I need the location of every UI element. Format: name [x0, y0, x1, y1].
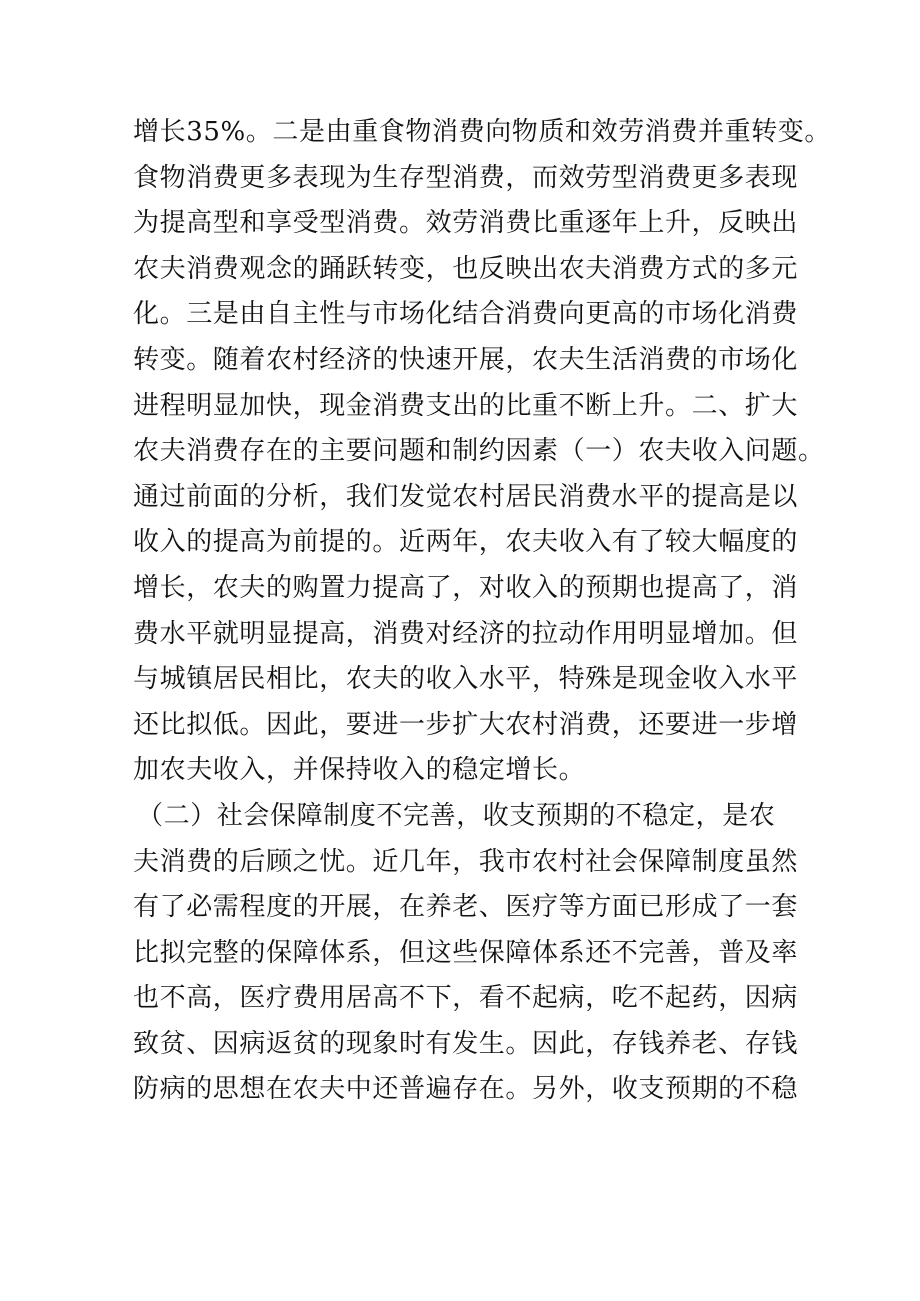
text-line: 农夫消费存在的主要问题和制约因素（一）农夫收入问题。: [133, 436, 825, 467]
text-line: 加农夫收入，并保持收入的稳定增长。: [133, 755, 586, 786]
text-line: 有了必需程度的开展，在养老、医疗等方面已形成了一套: [133, 892, 799, 923]
body-text: [133, 110, 831, 1113]
text-line: 防病的思想在农夫中还普遍存在。另外，收支预期的不稳: [133, 1074, 799, 1105]
text-line: 夫消费的后顾之忧。近几年，我市农村社会保障制度虽然: [133, 846, 799, 877]
text-line: 比拟完整的保障体系，但这些保障体系还不完善，普及率: [133, 937, 799, 968]
text-line: 还比拟低。因此，要进一步扩大农村消费，还要进一步增: [133, 709, 799, 740]
text-line: 也不高，医疗费用居高不下，看不起病，吃不起药，因病: [133, 983, 799, 1014]
text-line: 致贫、因病返贫的现象时有发生。因此，存钱养老、存钱: [133, 1028, 799, 1059]
text-line: 食物消费更多表现为生存型消费，而效劳型消费更多表现: [133, 162, 799, 193]
text-line: 通过前面的分析，我们发觉农村居民消费水平的提高是以: [133, 481, 799, 512]
paragraph-start-line: （二）社会保障制度不完善，收支预期的不稳定，是农: [137, 800, 776, 831]
text-line: 费水平就明显提高，消费对经济的拉动作用明显增加。但: [133, 618, 799, 649]
text-line: 转变。随着农村经济的快速开展，农夫生活消费的市场化: [133, 344, 799, 375]
text-line: 增长，农夫的购置力提高了，对收入的预期也提高了，消: [133, 572, 799, 603]
text-line: 与城镇居民相比，农夫的收入水平，特殊是现金收入水平: [133, 664, 799, 695]
text-line: 化。三是由自主性与市场化结合消费向更高的市场化消费: [133, 299, 799, 330]
text-line: 增长35%。二是由重食物消费向物质和效劳消费并重转变。: [133, 117, 831, 147]
text-line: 进程明显加快，现金消费支出的比重不断上升。二、扩大: [133, 390, 799, 421]
text-line: 农夫消费观念的踊跃转变，也反映出农夫消费方式的多元: [133, 253, 799, 284]
text-line: 为提高型和享受型消费。效劳消费比重逐年上升，反映出: [133, 208, 799, 239]
text-line: 收入的提高为前提的。近两年，农夫收入有了较大幅度的: [133, 527, 799, 558]
